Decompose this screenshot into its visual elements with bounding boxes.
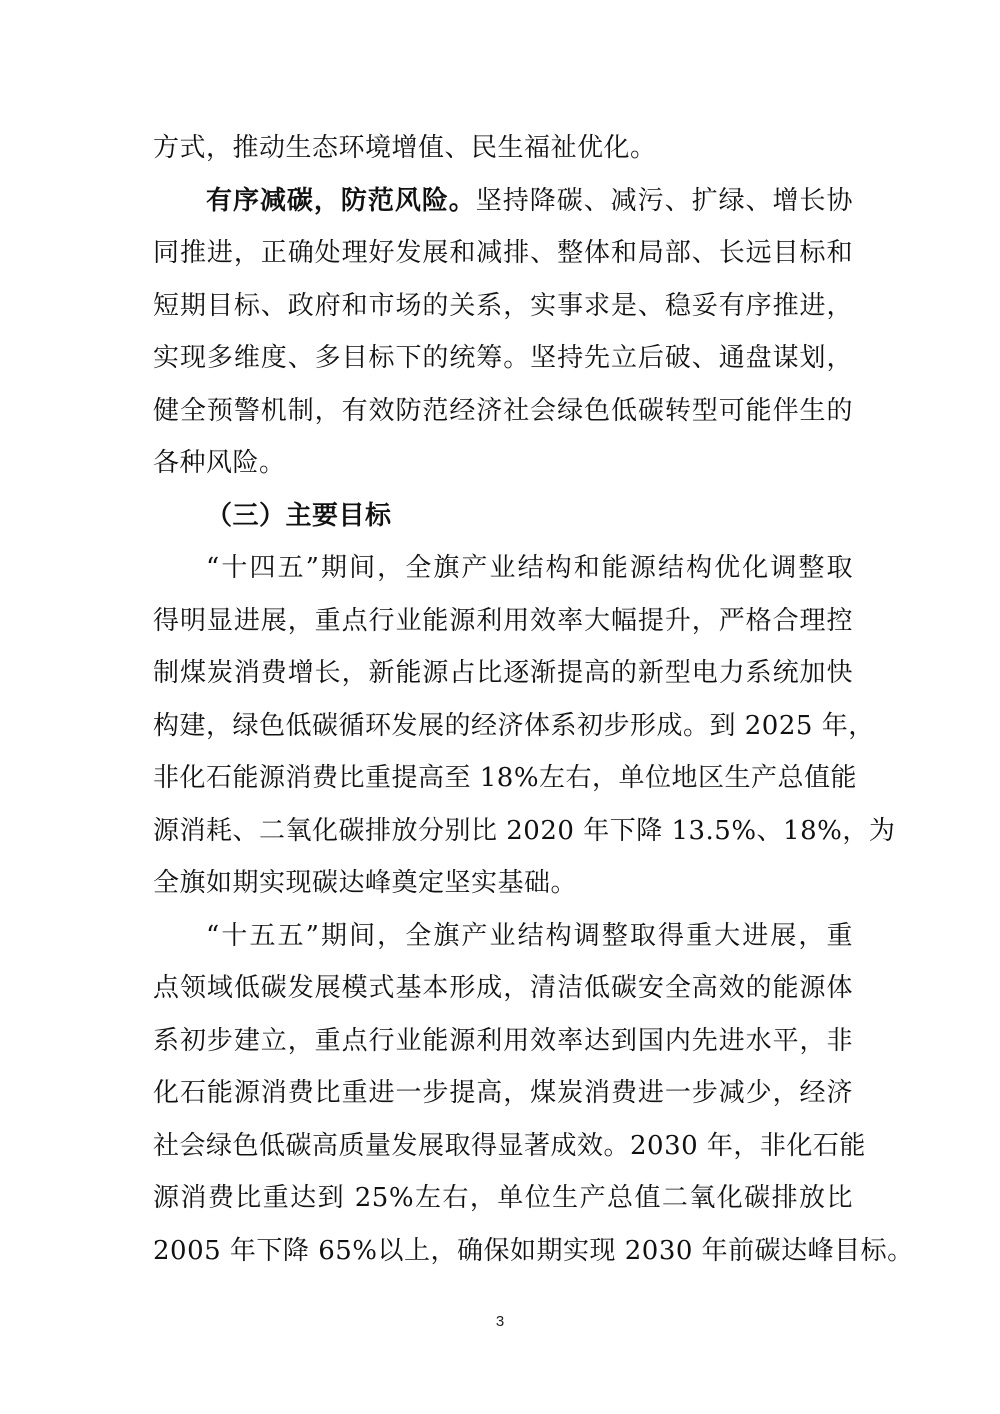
paragraph-line: 源消耗、二氧化碳排放分别比 2020 年下降 13.5%、18%，为	[153, 816, 896, 846]
paragraph-line: 健全预警机制，有效防范经济社会绿色低碳转型可能伴生的	[153, 396, 853, 426]
paragraph-line: 系初步建立，重点行业能源利用效率达到国内先进水平，非	[153, 1026, 853, 1056]
section-heading: （三）主要目标	[206, 501, 392, 531]
paragraph-line: 短期目标、政府和市场的关系，实事求是、稳妥有序推进，	[153, 291, 853, 321]
paragraph-line: 2005 年下降 65%以上，确保如期实现 2030 年前碳达峰目标。	[153, 1236, 914, 1266]
principle-lead: 有序减碳，防范风险。	[206, 186, 476, 216]
paragraph-line: 各种风险。	[153, 448, 286, 478]
page-number: 3	[495, 1313, 505, 1330]
paragraph-line: 非化石能源消费比重提高至 18%左右，单位地区生产总值能	[153, 763, 858, 793]
paragraph-line: 全旗如期实现碳达峰奠定坚实基础。	[153, 868, 578, 898]
paragraph-line: “十四五”期间，全旗产业结构和能源结构优化调整取	[206, 553, 853, 583]
paragraph-line: 同推进，正确处理好发展和减排、整体和局部、长远目标和	[153, 238, 853, 268]
paragraph-line: 方式，推动生态环境增值、民生福祉优化。	[153, 133, 657, 163]
principle-first-line	[206, 181, 853, 221]
paragraph-line: 得明显进展，重点行业能源利用效率大幅提升，严格合理控	[153, 606, 853, 636]
paragraph-line: 社会绿色低碳高质量发展取得显著成效。2030 年，非化石能	[153, 1131, 866, 1161]
paragraph-line: 化石能源消费比重进一步提高，煤炭消费进一步减少，经济	[153, 1078, 853, 1108]
paragraph-line: 构建，绿色低碳循环发展的经济体系初步形成。到 2025 年，	[153, 711, 875, 741]
paragraph-line: 源消费比重达到 25%左右，单位生产总值二氧化碳排放比	[153, 1183, 853, 1213]
paragraph-line: “十五五”期间，全旗产业结构调整取得重大进展，重	[206, 921, 853, 951]
principle-text: 坚持降碳、减污、扩绿、增长协	[475, 186, 853, 216]
paragraph-line: 点领域低碳发展模式基本形成，清洁低碳安全高效的能源体	[153, 973, 853, 1003]
paragraph-line: 制煤炭消费增长，新能源占比逐渐提高的新型电力系统加快	[153, 658, 853, 688]
paragraph-line: 实现多维度、多目标下的统筹。坚持先立后破、通盘谋划，	[153, 343, 853, 373]
